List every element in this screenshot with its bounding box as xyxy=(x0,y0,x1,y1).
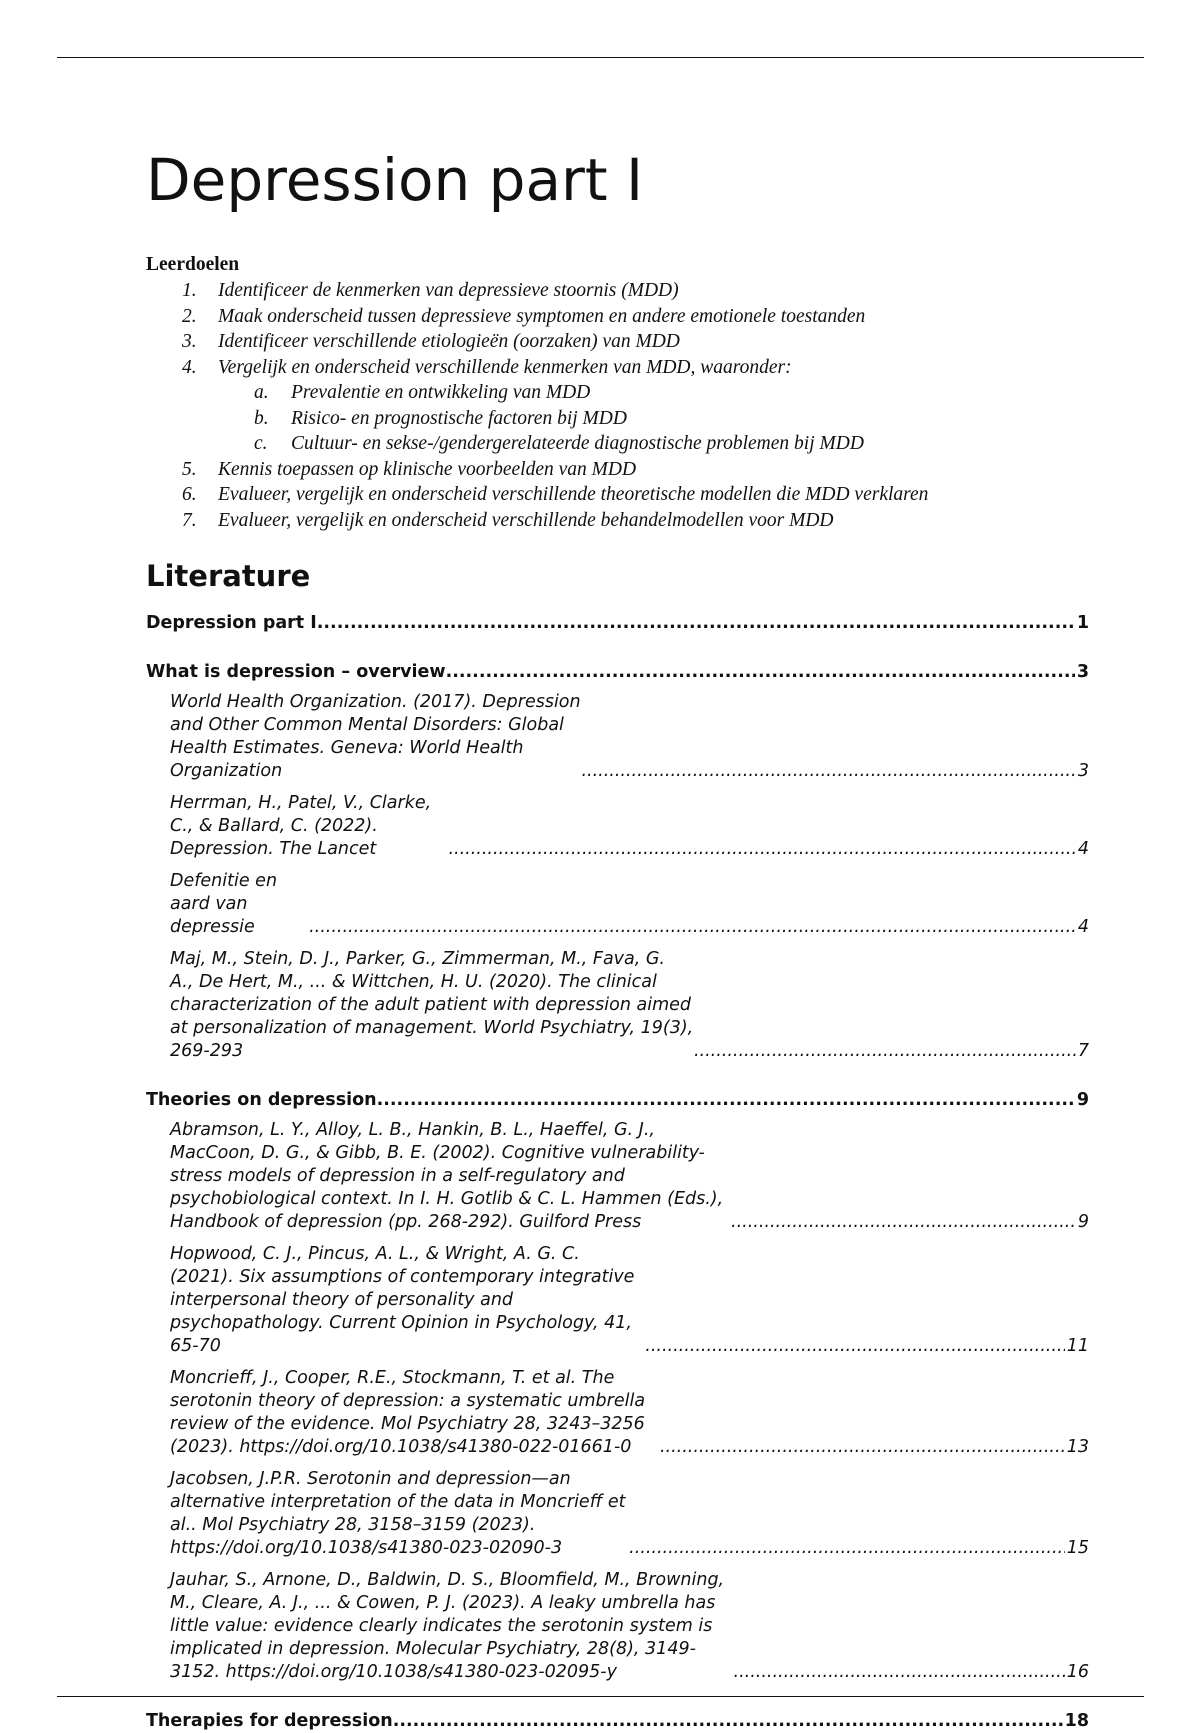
toc-entry[interactable]: Moncrieff, J., Cooper, R.E., Stockmann, T. et al. The serotonin theory of depression: a systematic umbrella review of the evidence. Mol Psychiatry 28, 3243–3256 (2023). https://doi.org/10.1038/s41380-022-01661-0 ..... 13 xyxy=(146,1367,1089,1459)
goal-item: 1. Identificeer de kenmerken van depressieve stoornis (MDD) xyxy=(182,280,679,301)
toc-section[interactable]: What is depression – overview ..... 3 xyxy=(146,660,1089,684)
goal-item: 6. Evalueer, vergelijk en onderscheid verschillende theoretische modellen die MDD verklaren xyxy=(182,484,929,505)
learning-goals xyxy=(146,251,1089,533)
table-of-contents xyxy=(146,611,1089,1733)
goal-subitem: a. Prevalentie en ontwikkeling van MDD xyxy=(254,382,591,403)
goal-item: 5. Kennis toepassen op klinische voorbeelden van MDD xyxy=(182,458,637,480)
learning-goals-heading: Leerdoelen xyxy=(146,254,240,275)
goal-item: 7. Evalueer, vergelijk en onderscheid verschillende behandelmodellen voor MDD xyxy=(182,509,834,531)
toc-entry[interactable]: Maj, M., Stein, D. J., Parker, G., Zimmerman, M., Fava, G. A., De Hert, M., ... & Wittchen, H. U. (2020). The clinical characterization of the adult patient with depression aimed at personalization of management. World Psychiatry, 19(3), 269-293 ..... 7 xyxy=(146,948,1089,1063)
bottom-rule xyxy=(57,1696,1144,1697)
goal-item: 3. Identificeer verschillende etiologieën (oorzaken) van MDD xyxy=(182,331,680,352)
toc-entry[interactable]: Jauhar, S., Arnone, D., Baldwin, D. S., Bloomfield, M., Browning, M., Cleare, A. J., ... & Cowen, P. J. (2023). A leaky umbrella has little value: evidence clearly indicates the serotonin system is implicated in depression. Molecular Psychiatry, 28(8), 3149-3152. https://doi.org/10.1038/s41380-023-02095-y ..... 16 xyxy=(146,1569,1089,1684)
toc-section[interactable]: Theories on depression ..... 9 xyxy=(146,1088,1089,1112)
goal-item: 4. Vergelijk en onderscheid verschillende kenmerken van MDD, waaronder: xyxy=(182,356,792,378)
toc-section[interactable]: Therapies for depression ..... 18 xyxy=(146,1709,1089,1733)
top-rule xyxy=(57,57,1144,58)
toc-section[interactable]: Depression part I ..... 1 xyxy=(146,611,1089,635)
literature-heading: Literature xyxy=(146,559,311,593)
goal-item: 2. Maak onderscheid tussen depressieve symptomen en andere emotionele toestanden xyxy=(182,305,866,327)
goal-subitem: b. Risico- en prognostische factoren bij MDD xyxy=(254,407,627,429)
page-title: Depression part I xyxy=(146,146,644,214)
goal-subitem: c. Cultuur- en sekse-/gendergerelateerde diagnostische problemen bij MDD xyxy=(254,433,864,454)
toc-entry[interactable]: Herrman, H., Patel, V., Clarke, C., & Ballard, C. (2022). Depression. The Lancet ..... 4 xyxy=(146,792,1089,861)
toc-entry[interactable]: World Health Organization. (2017). Depression and Other Common Mental Disorders: Global Health Estimates. Geneva: World Health Organization ..... 3 xyxy=(146,691,1089,783)
toc-entry[interactable]: Jacobsen, J.P.R. Serotonin and depression—an alternative interpretation of the data in Moncrieff et al.. Mol Psychiatry 28, 3158–3159 (2023). https://doi.org/10.1038/s41380-023-02090-3 ..... 15 xyxy=(146,1468,1089,1560)
toc-entry[interactable]: Defenitie en aard van depressie ..... 4 xyxy=(146,870,1089,939)
toc-entry[interactable]: Abramson, L. Y., Alloy, L. B., Hankin, B. L., Haeffel, G. J., MacCoon, D. G., & Gibb, B. E. (2002). Cognitive vulnerability-stress models of depression in a self-regulatory and psychobiological context. In I. H. Gotlib & C. L. Hammen (Eds.), Handbook of depression (pp. 268-292). Guilford Press ..... 9 xyxy=(146,1119,1089,1234)
document-content xyxy=(146,140,1089,1733)
toc-entry[interactable]: Hopwood, C. J., Pincus, A. L., & Wright, A. G. C. (2021). Six assumptions of contemporary integrative interpersonal theory of personality and psychopathology. Current Opinion in Psychology, 41, 65-70 ..... 11 xyxy=(146,1243,1089,1358)
learning-goals-list xyxy=(146,278,1089,533)
